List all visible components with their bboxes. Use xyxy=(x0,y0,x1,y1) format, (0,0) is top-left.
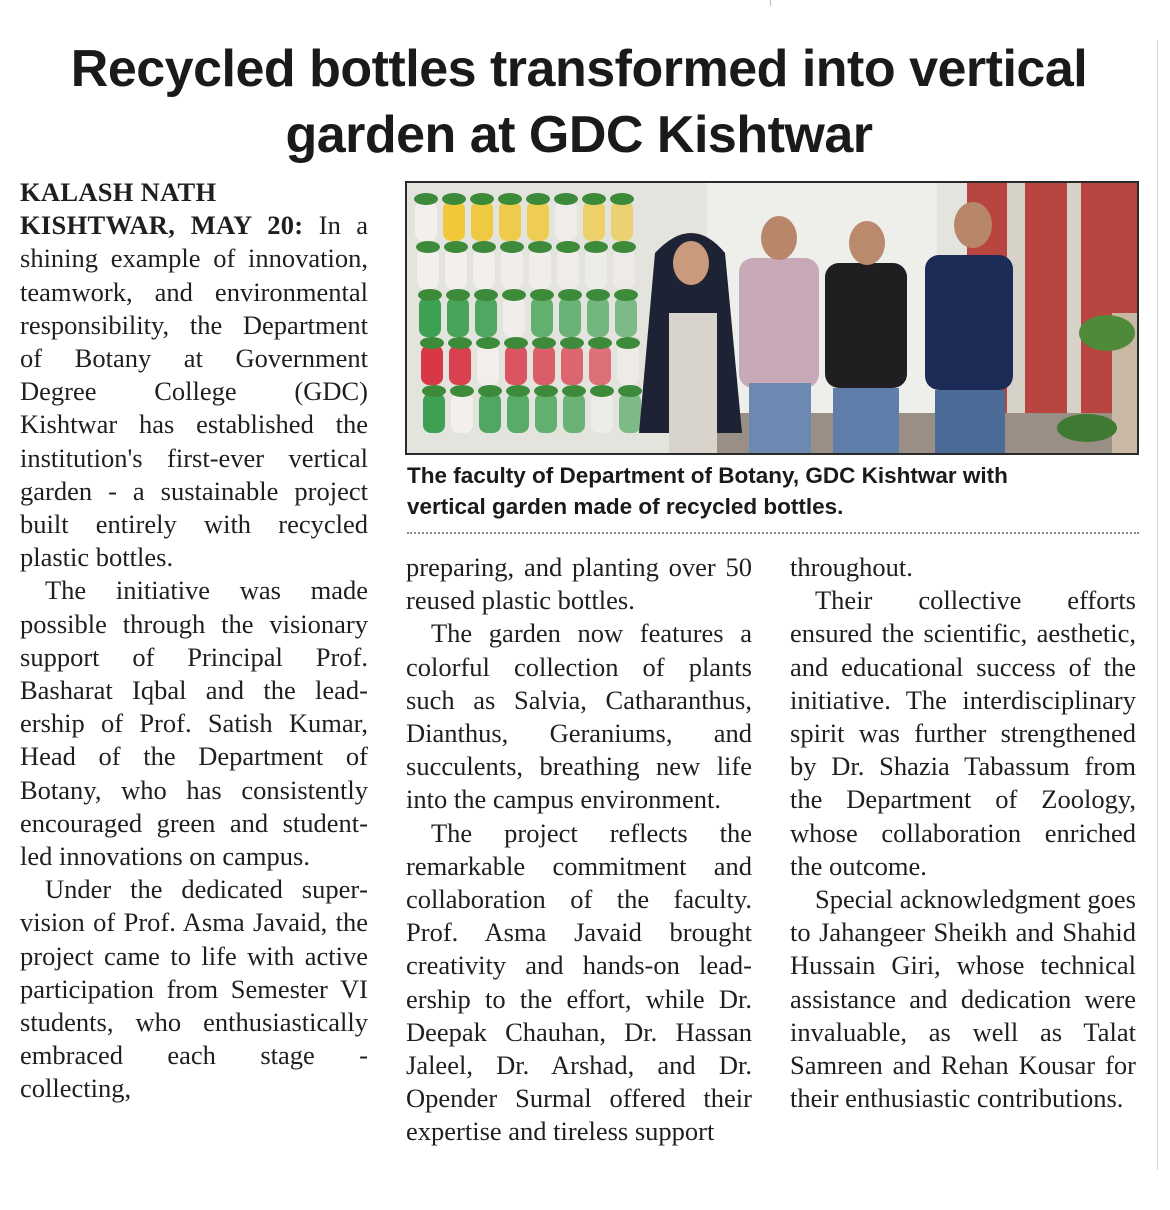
paragraph: The project reflects the remarkable commitment and collaboration of the faculty. Prof. Asma Javaid brought creativity and hands-on leadership to the effort, while Dr. Deepak Chauhan, Dr. Hassan Jaleel, Dr. Arshad, and Dr. Opender Surmal offered their expertise and tireless support xyxy=(406,817,752,1147)
byline-author: KALASH NATH xyxy=(20,177,217,207)
article-column-2 xyxy=(406,551,752,1149)
caption-line-1: The faculty of Department of Botany, GDC Kishtwar with xyxy=(407,463,1008,488)
photo-caption xyxy=(407,460,1139,522)
headline-line-1: Recycled bottles transformed into vertical xyxy=(70,40,1088,98)
dotted-divider xyxy=(407,532,1139,534)
article-column-1 xyxy=(20,176,368,1106)
paragraph: Under the dedicated supervision of Prof. Asma Javaid, the project came to life with active participation from Semester VI students, who enthusiastically embraced each stage - collecting, xyxy=(20,874,368,1104)
paragraph-text: In a shining example of innovation, teamwork, and environmental responsibility, the Department of Botany at Government Degree College (GDC) Kishtwar has established the institution's first-ever vertical garden - a sustainable project built entirely with recycled plastic bottles. xyxy=(20,210,368,573)
top-tick-mark xyxy=(770,0,771,6)
paragraph: Special acknowledgment goes to Jahangeer Sheikh and Shahid Hussain Giri, whose technical assistance and dedication were invaluable, as well as Talat Samreen and Rehan Kousar for their enthusiastic contributions. xyxy=(790,884,1136,1114)
caption-line-2: vertical garden made of recycled bottles. xyxy=(407,494,844,519)
right-column-rule xyxy=(1157,40,1158,1170)
paragraph: The garden now features a colorful collection of plants such as Salvia, Catharanthus, Dianthus, Geraniums, and succulents, breathing new life into the campus environment. xyxy=(406,618,752,815)
paragraph: throughout. xyxy=(790,552,913,582)
headline xyxy=(20,36,1138,168)
article-photo xyxy=(405,181,1139,455)
paragraph: Their collective efforts ensured the scientific, aesthetic, and educational success of the initiative. The interdisciplinary spirit was further strengthened by Dr. Shazia Tabassum from the Department of Zoology, whose collaboration enriched the outcome. xyxy=(790,585,1136,881)
byline xyxy=(20,176,368,209)
article-column-3 xyxy=(790,551,1136,1115)
dateline: KISHTWAR, MAY 20: xyxy=(20,210,304,241)
paragraph: The initiative was made possible through the visionary support of Principal Prof. Basharat Iqbal and the leadership of Prof. Satish Kumar, Head of the Department of Botany, who has consistently encouraged green and student-led innovations on campus. xyxy=(20,575,368,872)
headline-line-2: garden at GDC Kishtwar xyxy=(285,106,873,164)
paragraph: preparing, and planting over 50 reused plastic bottles. xyxy=(406,552,752,616)
paragraph-lead xyxy=(20,209,368,574)
